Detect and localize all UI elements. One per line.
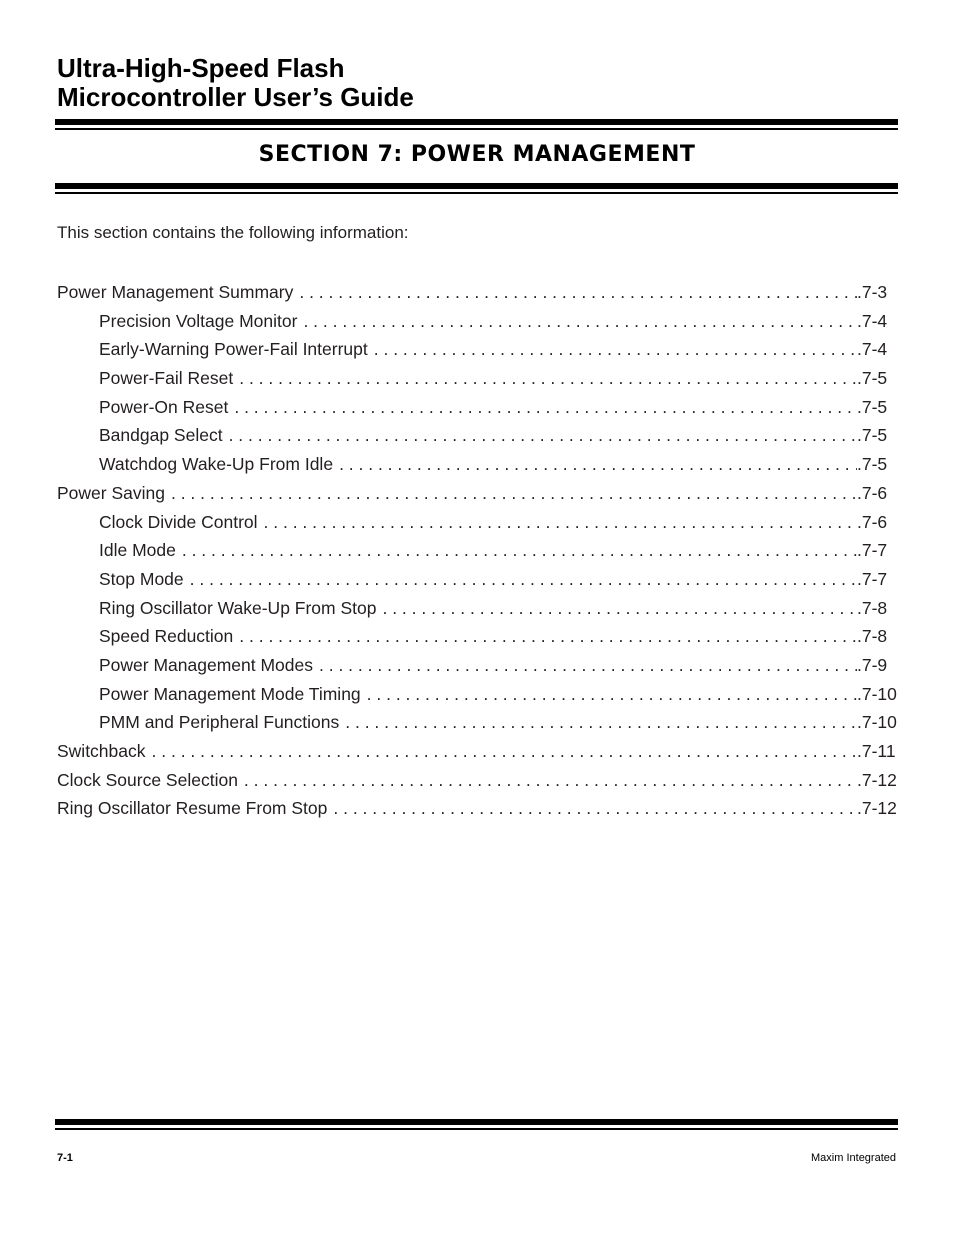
toc-entry[interactable] (57, 597, 897, 626)
toc-entry-page: .7-10 (857, 712, 897, 733)
toc-entry-page: .7-12 (857, 769, 897, 790)
toc-dot-leader (152, 740, 857, 762)
toc-dot-leader (367, 683, 857, 705)
toc-dot-leader (345, 711, 857, 733)
toc-entry-page: .7-9 (857, 654, 888, 675)
toc-entry-label: Power Saving (57, 482, 165, 503)
section-heading: SECTION 7: POWER MANAGEMENT (258, 142, 696, 167)
toc-entry-page: .7-12 (857, 798, 897, 819)
toc-entry[interactable] (57, 396, 897, 425)
footer-company-name: Maxim Integrated (811, 1152, 896, 1164)
toc-dot-leader (239, 625, 857, 647)
toc-dot-leader (299, 281, 857, 303)
toc-entry[interactable] (57, 711, 897, 740)
footer-rule-thin (55, 1128, 898, 1130)
toc-entry-label: Switchback (57, 741, 146, 761)
document-title (57, 54, 414, 112)
toc-dot-leader (244, 769, 857, 791)
toc-dot-leader (239, 367, 857, 389)
toc-entry-label: PMM and Peripheral Functions (99, 712, 340, 733)
toc-entry-page: .7-4 (857, 339, 888, 360)
toc-entry[interactable] (57, 568, 897, 597)
footer-page-number: 7-1 (57, 1152, 73, 1164)
toc-entry[interactable] (57, 281, 897, 310)
toc-entry-page: .7-6 (857, 511, 888, 532)
toc-entry[interactable] (57, 654, 897, 683)
toc-entry-page: .7-5 (857, 425, 888, 446)
toc-dot-leader (264, 511, 857, 533)
toc-entry-page: .7-8 (857, 597, 888, 618)
toc-entry-page: .7-5 (857, 368, 888, 389)
toc-dot-leader (374, 338, 857, 360)
toc-entry[interactable] (57, 625, 897, 654)
toc-entry[interactable] (57, 539, 897, 568)
toc-entry[interactable] (57, 338, 897, 367)
toc-entry-page: .7-4 (857, 310, 888, 331)
toc-dot-leader (303, 310, 857, 332)
toc-entry[interactable] (57, 367, 897, 396)
toc-dot-leader (319, 654, 857, 676)
toc-dot-leader (234, 396, 857, 418)
section-rule-thin (55, 192, 898, 194)
toc-entry-label: Clock Source Selection (57, 769, 238, 790)
toc-entry[interactable] (57, 424, 897, 453)
toc-entry[interactable] (57, 511, 897, 540)
toc-entry[interactable] (57, 769, 897, 798)
toc-entry-page: .7-5 (857, 396, 888, 417)
toc-entry-label: Idle Mode (99, 540, 176, 561)
toc-entry-label: Watchdog Wake-Up From Idle (99, 454, 334, 475)
toc-dot-leader (190, 568, 857, 590)
header-rule-thick (55, 119, 898, 125)
toc-entry-label: Power Management Mode Timing (99, 683, 361, 704)
document-title-line-2: Microcontroller User’s Guide (57, 82, 414, 112)
toc-entry-label: Ring Oscillator Wake-Up From Stop (99, 597, 377, 618)
toc-entry-label: Stop Mode (99, 568, 184, 589)
toc-dot-leader (229, 424, 857, 446)
toc-entry[interactable] (57, 683, 897, 712)
toc-dot-leader (382, 597, 857, 619)
toc-entry-label: Power Management Summary (57, 282, 294, 302)
toc-entry-label: Early-Warning Power-Fail Interrupt (99, 339, 368, 360)
table-of-contents (57, 281, 897, 826)
toc-entry-label: Speed Reduction (99, 626, 234, 647)
toc-entry-page: .7-10 (857, 683, 897, 704)
toc-entry-page: .7-5 (857, 454, 888, 475)
toc-dot-leader (171, 482, 857, 504)
section-rule-thick (55, 183, 898, 189)
toc-entry[interactable] (57, 740, 897, 769)
document-title-line-1: Ultra-High-Speed Flash (57, 53, 345, 83)
toc-entry[interactable] (57, 310, 897, 339)
toc-entry-page: .7-3 (857, 282, 888, 302)
toc-entry[interactable] (57, 453, 897, 482)
toc-dot-leader (339, 453, 857, 475)
toc-entry[interactable] (57, 482, 897, 511)
toc-entry-label: Power Management Modes (99, 654, 313, 675)
toc-entry-page: .7-6 (857, 482, 888, 503)
header-rule-thin (55, 128, 898, 130)
footer-rule-thick (55, 1119, 898, 1125)
toc-entry-label: Bandgap Select (99, 425, 223, 446)
toc-entry-page: .7-7 (857, 568, 888, 589)
toc-dot-leader (182, 539, 857, 561)
toc-entry-page: .7-11 (857, 741, 896, 761)
intro-text: This section contains the following information: (57, 223, 409, 242)
toc-dot-leader (333, 797, 857, 819)
toc-entry-page: .7-7 (857, 540, 888, 561)
toc-entry[interactable] (57, 797, 897, 826)
toc-entry-label: Precision Voltage Monitor (99, 310, 298, 331)
toc-entry-label: Ring Oscillator Resume From Stop (57, 798, 328, 819)
toc-entry-label: Power-On Reset (99, 396, 229, 417)
toc-entry-label: Power-Fail Reset (99, 368, 234, 389)
toc-entry-page: .7-8 (857, 626, 888, 647)
toc-entry-label: Clock Divide Control (99, 511, 258, 532)
